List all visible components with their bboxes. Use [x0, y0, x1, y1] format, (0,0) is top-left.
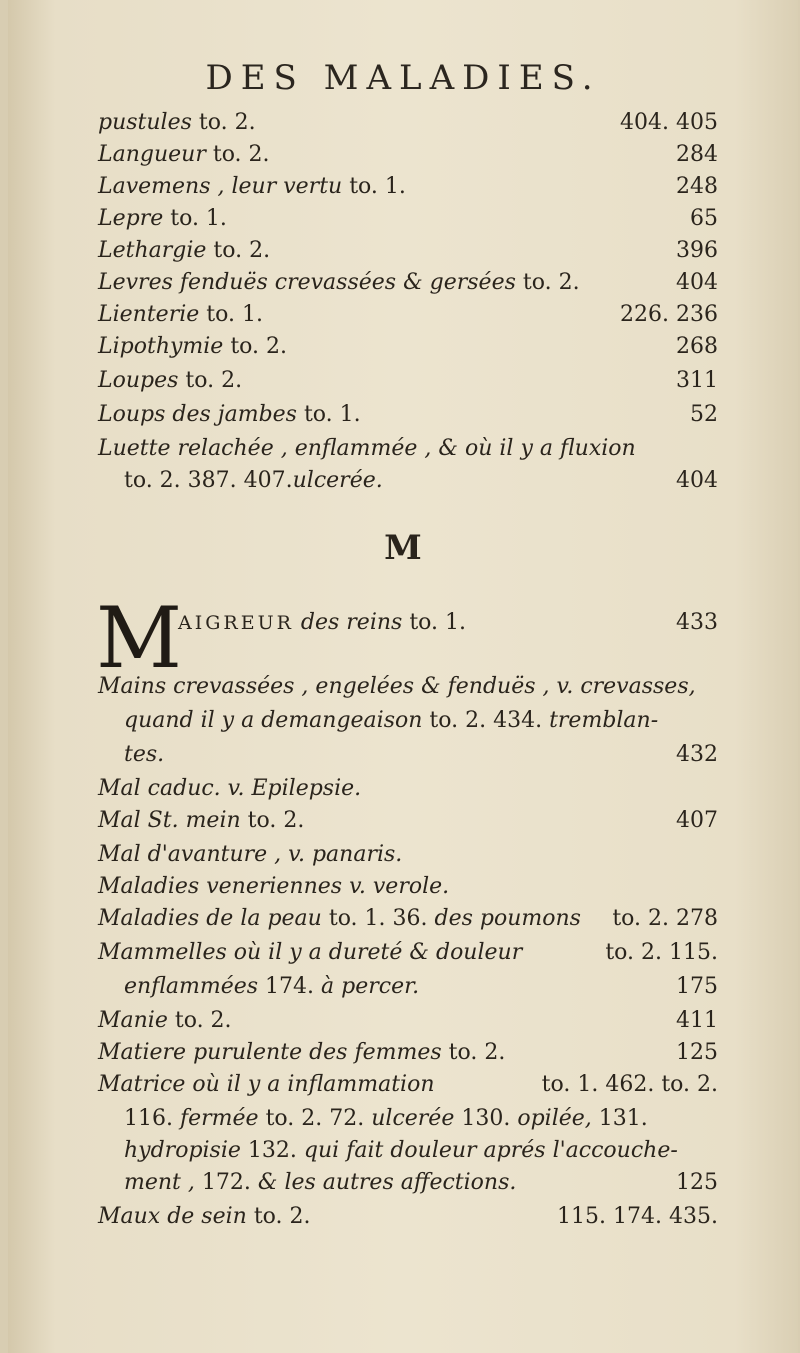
entry-ref: 174.: [265, 974, 315, 999]
entry-term: Mal St. mein: [98, 808, 241, 833]
index-entry: [98, 872, 718, 902]
entry-term: tremblan-: [549, 708, 659, 733]
drop-cap: M: [96, 589, 183, 687]
entry-pages: 248: [676, 174, 718, 199]
entry-ref: to. 2. 115.: [605, 940, 718, 965]
index-entry: [98, 172, 718, 202]
entry-ref: to. 2.: [522, 270, 580, 295]
index-entry-matrice: [98, 1070, 718, 1100]
entry-term: qui fait douleur aprés l'accouche-: [303, 1138, 678, 1163]
index-entry: [98, 1038, 718, 1068]
entry-pages: 125: [676, 1170, 718, 1195]
entry-term: Mal d'avanture , v. panaris.: [98, 842, 403, 867]
index-entry-maigreur: [178, 608, 718, 638]
index-entry-continuation: [124, 740, 718, 770]
entry-ref: to. 1.: [206, 302, 263, 327]
entry-term: Mal caduc. v. Epilepsie.: [98, 776, 362, 801]
entry-ref: 116.: [124, 1106, 173, 1131]
entry-term: Mammelles où il y a dureté & douleur: [98, 940, 523, 965]
entry-ref: to. 2.: [174, 1008, 232, 1033]
entry-term: opilée,: [517, 1106, 592, 1131]
entry-term: quand il y a demangeaison: [124, 708, 423, 733]
index-entry-continuation: [124, 1136, 718, 1166]
entry-term: Maladies de la peau: [98, 906, 322, 931]
entry-term: Loups des jambes: [98, 402, 297, 427]
entry-term: Lienterie: [98, 302, 200, 327]
entry-term: Lavemens , leur vertu: [98, 174, 343, 199]
entry-pages: 404: [676, 270, 718, 295]
page-header: DES MALADIES.: [205, 58, 601, 98]
index-entry-continuation: [124, 466, 718, 496]
entry-term: Matiere purulente des femmes: [98, 1040, 442, 1065]
entry-pages: 284: [676, 142, 718, 167]
entry-term: à percer.: [321, 974, 420, 999]
index-entry-continuation: [124, 1168, 718, 1198]
entry-term: tes.: [124, 742, 165, 767]
index-entry: [98, 400, 718, 430]
entry-ref: 172.: [201, 1170, 251, 1195]
entry-pages: 125: [676, 1040, 718, 1065]
entry-ref: 132.: [247, 1138, 297, 1163]
entry-term: Maladies veneriennes v. verole.: [98, 874, 450, 899]
index-entry: [98, 300, 718, 330]
entry-term: des poumons: [434, 906, 581, 931]
entry-term: ulcerée: [371, 1106, 455, 1131]
entry-pages: 432: [676, 742, 718, 767]
index-entry-peau: [98, 904, 718, 934]
entry-ref: to. 1.: [349, 174, 406, 199]
index-entry-luette: Luette relachée , enflammée , & où il y a fluxion: [98, 436, 636, 461]
entry-ref: 131.: [598, 1106, 648, 1131]
entry-term: fermée: [179, 1106, 259, 1131]
entry-term: Langueur: [98, 142, 206, 167]
book-page: [8, 0, 798, 1353]
index-entry-continuation: [124, 1104, 718, 1134]
entry-term: hydropisie: [124, 1138, 241, 1163]
entry-pages: 404: [676, 468, 718, 493]
section-letter: M: [384, 528, 422, 568]
index-entry: [98, 108, 718, 138]
index-entry-mammelles: [98, 938, 718, 968]
entry-term: enflammées: [124, 974, 259, 999]
index-entry: [98, 332, 718, 362]
entry-term: Manie: [98, 1008, 168, 1033]
entry-ref: to. 1.: [303, 402, 361, 427]
index-entry-continuation: [124, 706, 718, 736]
entry-term: Loupes: [98, 368, 179, 393]
entry-term: Maux de sein: [98, 1204, 247, 1229]
entry-ref: to. 2.: [212, 142, 270, 167]
entry-pages: 226. 236: [620, 302, 718, 327]
index-entry: [98, 268, 718, 298]
entry-ref: to. 2. 387. 407.: [124, 468, 293, 493]
entry-term: ment ,: [124, 1170, 195, 1195]
index-entry: [98, 204, 718, 234]
entry-ref: to. 2.: [198, 110, 256, 135]
entry-term: Levres fenduës crevassées & gersées: [98, 270, 516, 295]
entry-pages: 52: [690, 402, 718, 427]
index-entry-continuation: [124, 972, 718, 1002]
entry-term: pustules: [98, 110, 192, 135]
entry-pages: 396: [676, 238, 718, 263]
entry-ref: to. 2.: [448, 1040, 506, 1065]
entry-ref: 130.: [461, 1106, 511, 1131]
entry-term: Matrice où il y a inflammation: [98, 1072, 435, 1097]
index-entry: [98, 840, 718, 870]
index-entry: [98, 774, 718, 804]
entry-ref: to. 1.: [170, 206, 227, 231]
index-entry: [98, 806, 718, 836]
entry-pages: 268: [676, 334, 718, 359]
entry-ref: to. 2. 72.: [265, 1106, 365, 1131]
entry-pages: 404. 405: [620, 110, 718, 135]
entry-ref: to. 2. 278: [612, 906, 718, 931]
entry-term: ulcerée.: [292, 468, 383, 493]
entry-term: Lethargie: [98, 238, 207, 263]
entry-ref: to. 2.: [213, 238, 271, 263]
index-entry-mains: Mains crevassées , engelées & fenduës , v. crevasses,: [98, 674, 696, 699]
entry-pages: 411: [676, 1008, 718, 1033]
entry-ref: to. 1.: [409, 610, 467, 635]
entry-term: & les autres affections.: [257, 1170, 517, 1195]
entry-pages: 407: [676, 808, 718, 833]
entry-term: Lipothymie: [98, 334, 224, 359]
entry-ref: to. 1. 36.: [328, 906, 428, 931]
entry-pages: 175: [676, 974, 718, 999]
entry-ref: to. 2.: [253, 1204, 311, 1229]
entry-ref: to. 2. 434.: [429, 708, 543, 733]
entry-pages: 65: [690, 206, 718, 231]
index-entry: [98, 1006, 718, 1036]
entry-pages: 115. 174. 435.: [557, 1204, 718, 1229]
entry-pages: 433: [676, 610, 718, 635]
entry-term: des reins: [300, 610, 403, 635]
entry-ref: to. 1. 462. to. 2.: [541, 1072, 718, 1097]
entry-ref: to. 2.: [247, 808, 305, 833]
entry-caps: AIGREUR: [178, 612, 294, 634]
entry-pages: 311: [676, 368, 718, 393]
index-entry: [98, 1202, 718, 1232]
entry-ref: to. 2.: [185, 368, 243, 393]
entry-ref: to. 2.: [230, 334, 288, 359]
index-entry: [98, 140, 718, 170]
index-entry: [98, 366, 718, 396]
entry-term: Lepre: [98, 206, 164, 231]
index-entry: [98, 236, 718, 266]
